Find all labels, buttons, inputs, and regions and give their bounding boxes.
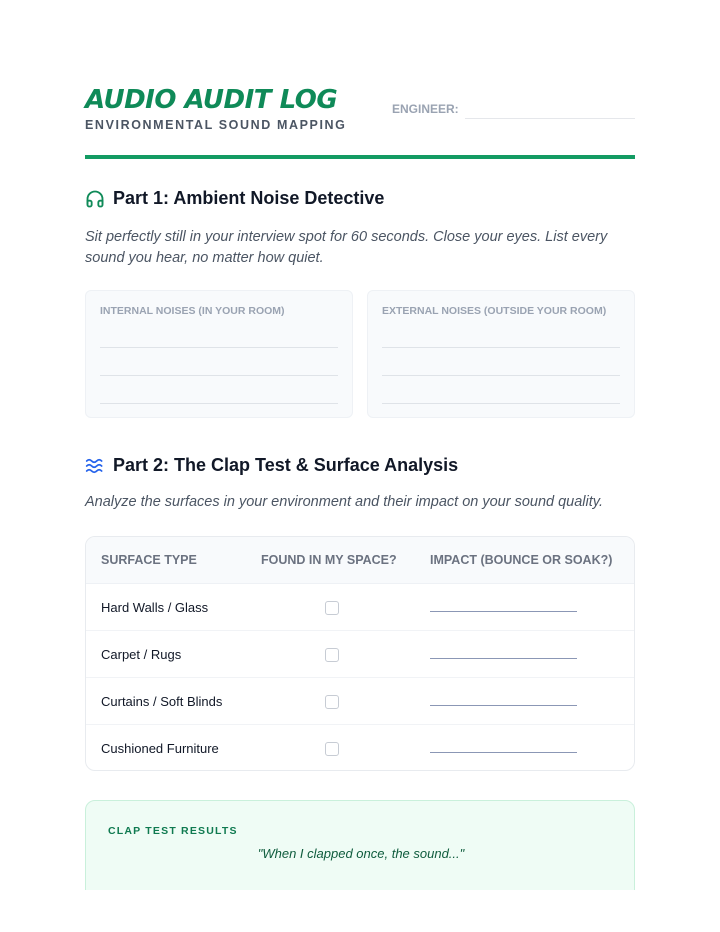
impact-input[interactable] — [430, 705, 577, 706]
header-divider — [85, 155, 635, 159]
part1-title: Part 1: Ambient Noise Detective — [113, 188, 385, 208]
surface-name: Cushioned Furniture — [101, 741, 219, 756]
part2-heading — [85, 455, 458, 476]
external-noises-box[interactable] — [367, 290, 635, 418]
found-checkbox[interactable] — [325, 601, 339, 615]
engineer-field[interactable] — [465, 118, 635, 119]
part1-description: Sit perfectly still in your interview spot for 60 seconds. Close your eyes. List every sound you hear, no matter how quiet. — [85, 229, 608, 266]
impact-input[interactable] — [430, 611, 577, 612]
part2-description: Analyze the surfaces in your environment and their impact on your sound quality. — [85, 494, 603, 510]
surface-table — [85, 536, 635, 771]
column-header-surface: SURFACE TYPE — [101, 553, 197, 567]
table-row — [86, 584, 634, 631]
page-header — [85, 85, 635, 159]
surface-name: Carpet / Rugs — [101, 647, 182, 662]
headphones-icon — [85, 189, 105, 209]
answer-line[interactable] — [382, 403, 620, 404]
found-checkbox[interactable] — [325, 742, 339, 756]
internal-noises-box[interactable] — [85, 290, 353, 418]
answer-line[interactable] — [382, 347, 620, 348]
page-bottom-edge — [0, 890, 720, 932]
page-subtitle: ENVIRONMENTAL SOUND MAPPING — [85, 118, 347, 132]
external-noises-label: EXTERNAL NOISES (OUTSIDE YOUR ROOM) — [382, 305, 607, 317]
engineer-label: ENGINEER: — [392, 102, 459, 116]
answer-line[interactable] — [382, 375, 620, 376]
internal-noises-label: INTERNAL NOISES (IN YOUR ROOM) — [100, 305, 285, 317]
answer-line[interactable] — [100, 403, 338, 404]
impact-input[interactable] — [430, 752, 577, 753]
table-row — [86, 678, 634, 725]
answer-line[interactable] — [100, 375, 338, 376]
waves-icon — [85, 456, 105, 476]
page-title: AUDIO AUDIT LOG — [85, 85, 338, 115]
clap-test-prompt: "When I clapped once, the sound..." — [257, 846, 465, 861]
column-header-impact: IMPACT (BOUNCE OR SOAK?) — [430, 553, 613, 567]
impact-input[interactable] — [430, 658, 577, 659]
part1-heading — [85, 188, 384, 209]
part2-title: Part 2: The Clap Test & Surface Analysis — [113, 455, 459, 475]
table-row — [86, 725, 634, 771]
table-header — [86, 537, 634, 584]
answer-line[interactable] — [100, 347, 338, 348]
column-header-found: FOUND IN MY SPACE? — [261, 553, 397, 567]
found-checkbox[interactable] — [325, 695, 339, 709]
surface-name: Hard Walls / Glass — [101, 600, 209, 615]
table-row — [86, 631, 634, 678]
found-checkbox[interactable] — [325, 648, 339, 662]
clap-test-label: CLAP TEST RESULTS — [108, 825, 238, 837]
surface-name: Curtains / Soft Blinds — [101, 694, 223, 709]
